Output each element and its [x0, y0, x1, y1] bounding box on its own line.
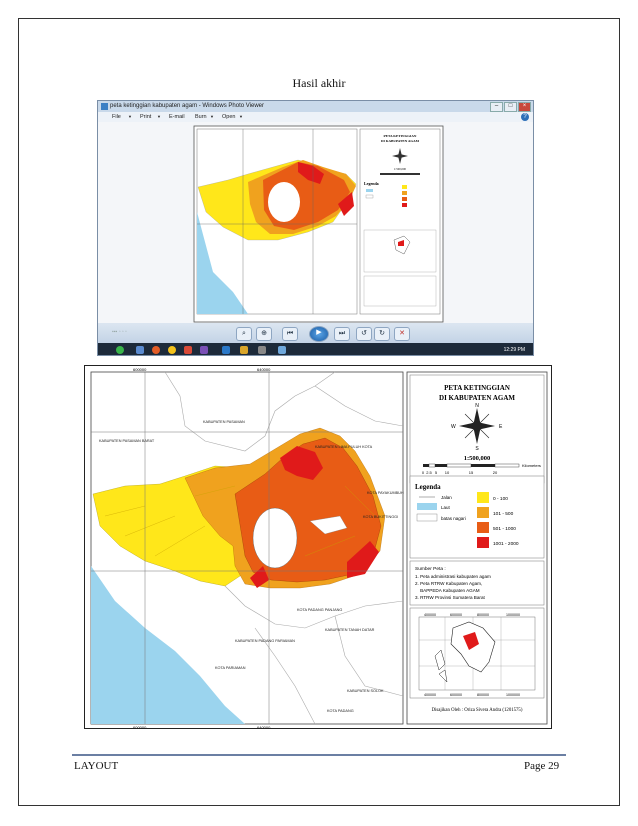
rotate-left-icon[interactable]: ↺	[356, 327, 372, 341]
grid-label-top-1: 600000	[133, 367, 147, 372]
sources-title: Sumber Peta :	[415, 567, 446, 572]
inset-tick-top: 800000	[477, 613, 489, 617]
start-icon[interactable]	[116, 346, 124, 354]
inset-tick-top: 600000	[450, 613, 462, 617]
legend-item-label: Jalan	[441, 495, 452, 500]
scale-tick: 15	[468, 470, 474, 475]
legend-swatch-1001-2000	[477, 537, 489, 548]
legend-class-label: 1001 - 2000	[493, 542, 519, 547]
media-icon[interactable]	[184, 346, 192, 354]
inset-tick-bottom: 600000	[450, 693, 462, 697]
source-line: BAPPEDA Kabupaten AGAM	[415, 588, 480, 593]
legend-class-label: 101 - 500	[493, 512, 514, 517]
chevron-down-icon: ▼	[157, 114, 161, 119]
region-label: KOTA PADANG PANJANG	[297, 608, 343, 612]
delete-icon[interactable]: ✕	[394, 327, 410, 341]
legend-boundary-swatch	[417, 514, 437, 521]
map-thumbnail	[98, 122, 534, 323]
menu-file[interactable]: File	[112, 114, 121, 120]
source-line: 3. RTRW Provinsi Sumatera Barat	[415, 595, 485, 600]
map-title-line-2: DI KABUPATEN AGAM	[439, 394, 515, 402]
previous-icon[interactable]: ⏮	[282, 327, 298, 341]
inset-tick-bottom: 400000	[424, 693, 436, 697]
region-label: KOTA PAYAKUMBUH	[367, 491, 404, 495]
region-label: KABUPATEN PADANG PARIAMAN	[235, 639, 295, 643]
menu-print[interactable]: Print	[140, 114, 152, 120]
legend-class-label: 501 - 1000	[493, 527, 516, 532]
map-title-line-1: PETA KETINGGIAN	[444, 384, 510, 392]
north-label-n: N	[475, 403, 479, 409]
photo-viewer-taskbar-icon[interactable]	[278, 346, 286, 354]
region-label: KOTA PARIAMAN	[215, 666, 246, 670]
chevron-down-icon: ▼	[128, 114, 132, 119]
legend-title: Legenda	[415, 483, 441, 491]
menu-email[interactable]: E-mail	[169, 114, 185, 120]
chevron-down-icon: ▼	[210, 114, 214, 119]
next-icon[interactable]: ⏭	[334, 327, 350, 341]
north-label-s: S	[475, 446, 479, 452]
inset-tick-top: 1000000	[506, 613, 520, 617]
scale-tick: 20	[492, 470, 498, 475]
photo-viewer-screenshot	[97, 100, 534, 356]
inset-tick-bottom: 800000	[477, 693, 489, 697]
viewer-controls	[98, 323, 533, 343]
viewer-titlebar	[98, 101, 533, 112]
north-label-e: E	[499, 424, 503, 430]
source-line: 2. Peta RTRW Kabupaten Agam,	[415, 581, 483, 586]
grid-label-bottom-1: 600000	[133, 725, 147, 729]
maximize-icon[interactable]: □	[504, 102, 517, 112]
lake-maninjau	[253, 508, 297, 568]
word-icon[interactable]	[222, 346, 230, 354]
zoom-icon[interactable]: ⌕	[236, 327, 252, 341]
scale-tick: 5	[434, 470, 438, 475]
taskbar-clock: 12:29 PM	[503, 347, 525, 353]
inset-tick-top: 400000	[424, 613, 436, 617]
region-label: KABUPATEN LIMA PULUH KOTA	[315, 445, 373, 449]
region-label: KABUPATEN SOLOK	[347, 689, 384, 693]
source-line: 1. Peta administrasi kabupaten agam	[415, 574, 491, 579]
rotate-right-icon[interactable]: ↻	[374, 327, 390, 341]
legend-class-label: 0 - 100	[493, 497, 508, 502]
region-label: KOTA BUKITTINGGI	[363, 515, 399, 519]
north-label-w: W	[451, 424, 456, 430]
thumb-title-2: DI KABUPATEN AGAM	[381, 139, 419, 143]
scale-bar	[423, 464, 519, 467]
folder-icon[interactable]	[240, 346, 248, 354]
chevron-down-icon: ▼	[239, 114, 243, 119]
slideshow-play-icon[interactable]: ▶	[309, 326, 329, 342]
region-label: KABUPATEN PASAMAN BARAT	[99, 439, 155, 443]
fit-window-icon[interactable]: ⊕	[256, 327, 272, 341]
legend-swatch-0-100	[477, 492, 489, 503]
menu-burn[interactable]: Burn	[195, 114, 207, 120]
legend-item-label: batas nagari	[441, 516, 466, 521]
viewer-image-area	[98, 122, 533, 323]
scale-tick: 2.5	[426, 470, 432, 475]
thumbnail-strip: ▪▪▪ ▫ ▫ ▫	[112, 329, 127, 335]
elevation-map	[84, 365, 552, 729]
legend-item-label: Laut	[441, 505, 450, 510]
app-icon[interactable]	[200, 346, 208, 354]
help-icon[interactable]: ?	[521, 113, 529, 121]
chrome-icon[interactable]	[168, 346, 176, 354]
scale-unit: Kilometers	[522, 463, 541, 468]
region-label: KOTA PADANG	[327, 709, 354, 713]
footer-divider	[72, 754, 566, 756]
thumb-scale: 1:500,000	[393, 167, 407, 171]
map-scale-ratio: 1:500,000	[463, 455, 491, 462]
scale-tick: 10	[444, 470, 450, 475]
caption: Hasil akhir	[292, 76, 346, 90]
footer-left: LAYOUT	[74, 760, 119, 772]
thumb-title-1: PETA KETINGGIAN	[383, 134, 417, 138]
grid-label-top-2: 640000	[257, 367, 271, 372]
windows-taskbar	[98, 343, 533, 356]
viewer-title: peta ketinggian kabupaten agam - Windows Photo Viewer	[110, 103, 264, 109]
photo-viewer-icon	[101, 103, 108, 110]
footer-page-number: Page 29	[524, 760, 560, 772]
firefox-icon[interactable]	[152, 346, 160, 354]
window-controls	[490, 102, 531, 112]
legend-sea-swatch	[417, 503, 437, 510]
arcgis-icon[interactable]	[258, 346, 266, 354]
region-label: KABUPATEN PASAMAN	[203, 420, 245, 424]
region-label: KABUPATEN TANAH DATAR	[325, 628, 375, 632]
legend-swatch-101-500	[477, 507, 489, 518]
scale-tick: 0	[421, 470, 425, 475]
grid-label-bottom-2: 640000	[257, 725, 271, 729]
explorer-icon[interactable]	[136, 346, 144, 354]
legend-swatch-501-1000	[477, 522, 489, 533]
close-icon[interactable]: ×	[518, 102, 531, 112]
menu-open[interactable]: Open	[222, 114, 236, 120]
thumb-legend-title: Legenda	[364, 181, 379, 186]
viewer-menubar	[98, 112, 533, 122]
inset-tick-bottom: 1000000	[506, 693, 520, 697]
minimize-icon[interactable]: –	[490, 102, 503, 112]
map-credit: Disajikan Oleh : Oriza Sivera Andra (1201575)	[431, 708, 523, 713]
elevation-map-svg	[85, 366, 552, 729]
